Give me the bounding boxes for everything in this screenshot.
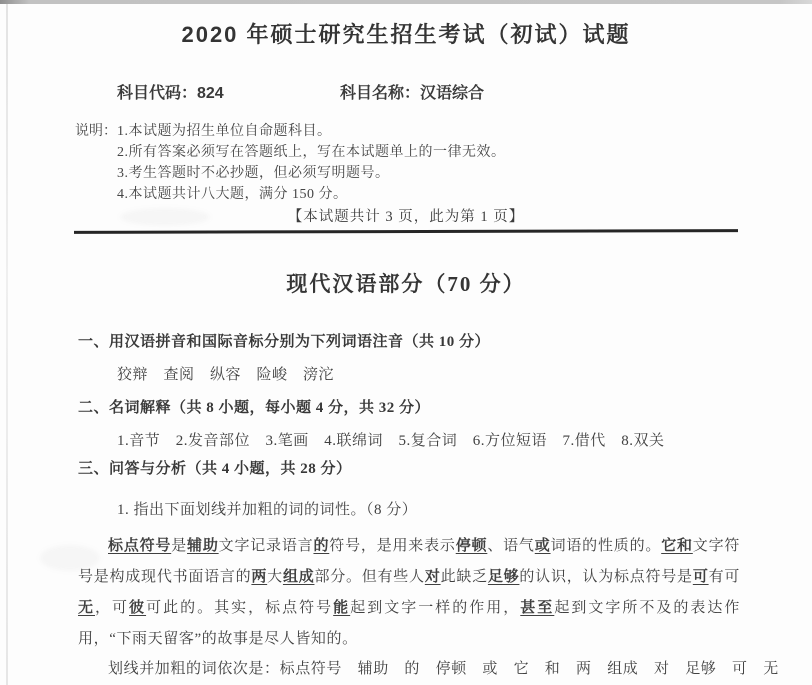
underlined-bold-word: 两 xyxy=(251,569,268,585)
passage-text: 符号，是用来表示 xyxy=(329,538,456,554)
passage-text: 是 xyxy=(171,538,188,554)
passage-text: 文字记录语言 xyxy=(218,538,314,554)
question-1-words: 狡辩 查阅 纵容 险峻 滂沱 xyxy=(117,367,335,383)
passage-text: 大 xyxy=(267,569,283,585)
note-line-1: 1.本试题为招生单位自命题科目。 xyxy=(117,124,332,139)
answer-intro: 划线并加粗的词依次是： xyxy=(108,661,280,677)
scan-top-edge xyxy=(0,0,812,4)
passage-text: 文字符号是构成现代书面语言的 xyxy=(78,538,741,585)
passage-text: 有可 xyxy=(708,569,740,585)
note-line-4: 4.本试题共计八大题，满分 150 分。 xyxy=(117,187,348,202)
passage-text: 起到文字所不及的表达作用，“下雨天留客”的故事是尽人皆知的。 xyxy=(78,600,741,647)
underlined-bold-word: 标点符号 xyxy=(108,538,172,554)
scan-left-edge xyxy=(6,4,8,685)
underlined-bold-word: 停顿 xyxy=(455,538,488,554)
question-3-sub-1: 1. 指出下面划线并加粗的词的词性。（8 分） xyxy=(117,502,418,518)
answer-line xyxy=(78,657,779,678)
question-3-heading: 三、问答与分析（共 4 小题，共 28 分） xyxy=(78,461,352,477)
underlined-bold-word: 它和 xyxy=(661,538,693,554)
question-1-heading: 一、用汉语拼音和国际音标分别为下列词语注音（共 10 分） xyxy=(78,334,491,350)
page-title: 2020 年硕士研究生招生考试（初试）试题 xyxy=(181,22,631,47)
passage-text: 、语气 xyxy=(487,538,535,554)
section-heading: 现代汉语部分（70 分） xyxy=(286,272,526,296)
underlined-bold-word: 足够 xyxy=(487,569,520,585)
passage-text: ，可 xyxy=(95,600,130,616)
note-line-2: 2.所有答案必须写在答题纸上，写在本试题单上的一律无效。 xyxy=(117,145,506,160)
underlined-bold-word: 的 xyxy=(313,538,330,554)
underlined-bold-word: 彼 xyxy=(129,600,147,616)
notes-label: 说明： xyxy=(75,124,117,139)
note-line-3: 3.考生答题时不必抄题，但必须写明题号。 xyxy=(117,166,390,181)
analysis-passage xyxy=(78,531,740,655)
page-count-info: 【本试题共计 3 页，此为第 1 页】 xyxy=(287,209,525,225)
underlined-bold-word: 辅助 xyxy=(187,538,219,554)
question-2-heading: 二、名词解释（共 8 小题，每小题 4 分，共 32 分） xyxy=(78,400,431,416)
answer-words: 标点符号 辅助 的 停顿 或 它 和 两 组成 对 足够 可 无 xyxy=(279,661,779,677)
passage-text: 起到文字一样的作用， xyxy=(350,600,521,616)
passage-text: 部分。但有些人 xyxy=(314,569,425,585)
header-divider-rule xyxy=(74,229,738,234)
passage-text: 可此的。 xyxy=(146,600,215,616)
passage-text: 词语的性质的。 xyxy=(550,538,662,554)
underlined-bold-word: 甚至 xyxy=(520,600,555,616)
question-2-items: 1.音节 2.发音部位 3.笔画 4.联绵词 5.复合词 6.方位短语 7.借代 8.双关 xyxy=(117,433,665,449)
underlined-bold-word: 或 xyxy=(534,538,551,554)
subject-name: 科目名称：汉语综合 xyxy=(340,85,485,102)
underlined-bold-word: 可 xyxy=(692,569,709,585)
passage-text: 的认识，认为标点符号是 xyxy=(519,569,693,585)
underlined-bold-word: 对 xyxy=(424,569,441,585)
passage-text: 此缺乏 xyxy=(440,569,488,585)
subject-code: 科目代码：824 xyxy=(117,85,224,102)
underlined-bold-word: 无 xyxy=(78,600,96,616)
underlined-bold-word: 能 xyxy=(333,600,351,616)
underlined-bold-word: 组成 xyxy=(282,569,315,585)
passage-text: 其实，标点符号 xyxy=(214,600,334,616)
